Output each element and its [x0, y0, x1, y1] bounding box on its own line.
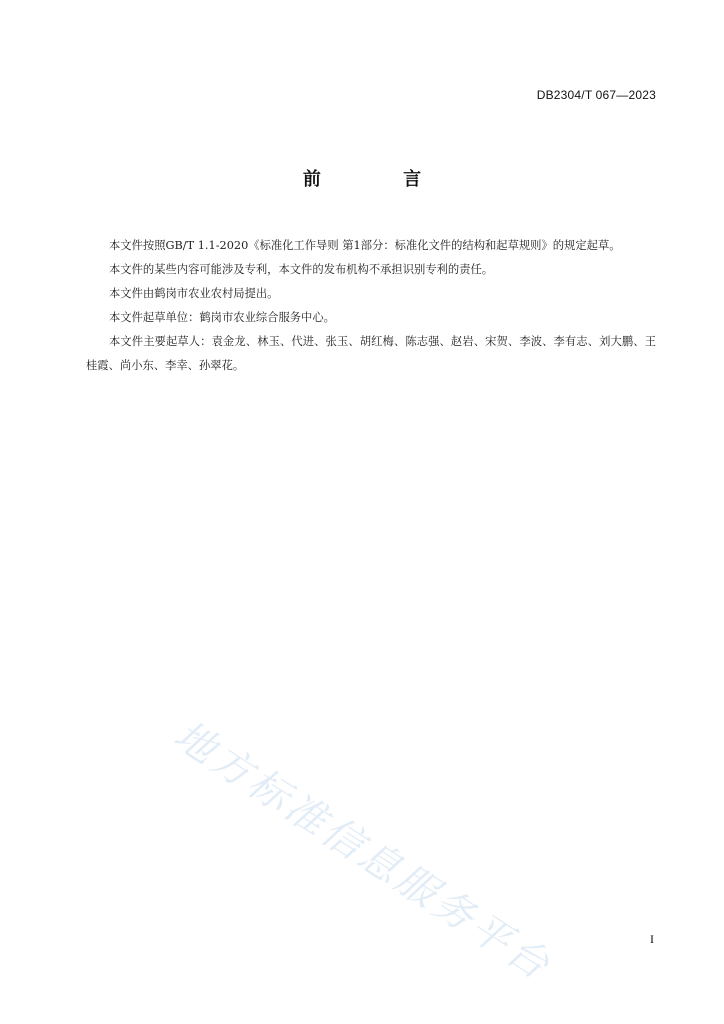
paragraph-proposer: 本文件由鹤岗市农业农村局提出。 — [109, 287, 279, 300]
paragraph-patent-notice: 本文件的某些内容可能涉及专利，本文件的发布机构不承担识别专利的责任。 — [109, 263, 494, 276]
foreword-body — [86, 234, 656, 378]
page-title: 前 言 — [302, 169, 460, 190]
page-number: I — [650, 932, 654, 946]
paragraph-drafting-unit: 本文件起草单位：鹤岗市农业综合服务中心。 — [109, 311, 335, 324]
document-code: DB2304/T 067—2023 — [536, 88, 656, 102]
paragraph-standard-basis: 本文件按照GB/T 1.1-2020《标准化工作导则 第1部分：标准化文件的结构和起草规则》的规定起草。 — [109, 239, 621, 252]
watermark: 地方标准信息服务平台 — [165, 712, 560, 991]
paragraph-drafters: 本文件主要起草人：袁金龙、林玉、代进、张玉、胡红梅、陈志强、赵岩、宋贺、李波、李有志、刘大鹏、王桂霞、尚小东、李幸、孙翠花。 — [86, 335, 656, 372]
